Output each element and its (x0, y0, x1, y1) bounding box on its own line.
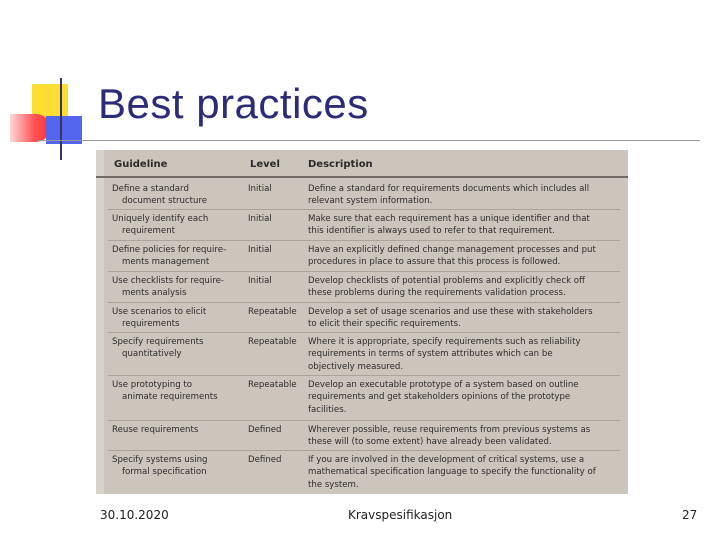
guideline-cell (112, 275, 224, 300)
description-cell (308, 244, 596, 269)
guideline-text: document structure (122, 196, 208, 207)
guideline-cell (112, 183, 207, 208)
guideline-text: Specify systems using (112, 455, 208, 465)
guideline-text: Use prototyping to (112, 380, 193, 390)
level-cell: Repeatable (248, 337, 297, 347)
table-header (96, 150, 628, 178)
description-text: requirements in terms of system attributes which can be (308, 349, 553, 360)
title-underline (38, 140, 700, 141)
description-cell (308, 183, 589, 208)
description-text: requirements and get stakeholders opinions of the prototype (308, 392, 571, 403)
description-cell (308, 454, 596, 491)
description-text: If you are involved in the development of critical systems, use a (308, 455, 585, 465)
row-divider (108, 302, 620, 303)
row-divider (108, 332, 620, 333)
guideline-text: Define policies for require- (112, 245, 227, 255)
description-text: Where it is appropriate, specify requirements such as reliability (308, 337, 581, 347)
guideline-cell (112, 336, 204, 361)
guideline-text: Specify requirements (112, 337, 204, 347)
row-divider (108, 420, 620, 421)
guideline-text: requirement (122, 226, 176, 237)
level-cell: Repeatable (248, 307, 297, 317)
description-text: objectively measured. (308, 361, 404, 372)
description-text: these problems during the requirements validation process. (308, 288, 566, 299)
description-text: the system. (308, 479, 359, 490)
header-guideline: Guideline (114, 159, 168, 170)
guideline-text: Use scenarios to elicit (112, 307, 207, 317)
guideline-text: Define a standard (112, 184, 189, 194)
logo-red-bar (10, 114, 50, 142)
description-text: facilities. (308, 404, 347, 415)
row-divider (108, 240, 620, 241)
description-cell (308, 424, 590, 449)
guideline-text: formal specification (122, 467, 207, 478)
description-cell (308, 379, 579, 416)
guideline-text: Uniquely identify each (112, 214, 209, 224)
guideline-cell (112, 424, 198, 436)
description-cell (308, 336, 581, 373)
description-text: these will (to some extent) have already been validated. (308, 437, 552, 448)
description-cell (308, 275, 585, 300)
level-cell: Defined (248, 455, 282, 465)
description-text: procedures in place to assure that this process is followed. (308, 257, 561, 268)
description-text: this identifier is always used to refer to that requirement. (308, 226, 555, 237)
guideline-text: ments management (122, 257, 210, 268)
description-text: mathematical specification language to specify the functionality of (308, 467, 596, 478)
description-text: relevant system information. (308, 196, 433, 207)
level-cell: Defined (248, 425, 282, 435)
level-cell: Initial (248, 184, 272, 194)
guideline-text: animate requirements (122, 392, 218, 403)
guideline-text: ments analysis (122, 288, 187, 299)
row-divider (108, 375, 620, 376)
page-number: 27 (682, 508, 698, 522)
guideline-cell (112, 244, 226, 269)
description-text: Develop an executable prototype of a system based on outline (308, 380, 579, 390)
guideline-cell (112, 306, 206, 331)
footer-title: Kravspesifikasjon (348, 508, 453, 522)
description-text: to elicit their specific requirements. (308, 319, 461, 330)
guideline-cell (112, 213, 208, 238)
row-divider (108, 271, 620, 272)
guideline-text: requirements (122, 319, 180, 330)
level-cell: Initial (248, 245, 272, 255)
footer-date: 30.10.2020 (100, 508, 169, 522)
row-divider (108, 209, 620, 210)
guideline-cell (112, 454, 208, 479)
guidelines-table (96, 150, 628, 494)
row-divider (108, 450, 620, 451)
slide-title: Best practices (98, 80, 369, 127)
description-text: Develop a set of usage scenarios and use these with stakeholders (308, 307, 593, 317)
guideline-text: Use checklists for require- (112, 276, 224, 286)
level-cell: Initial (248, 214, 272, 224)
description-cell (308, 306, 593, 331)
description-text: Wherever possible, reuse requirements from previous systems as (308, 425, 591, 435)
description-text: Define a standard for requirements documents which includes all (308, 184, 590, 194)
guideline-text: quantitatively (122, 349, 182, 360)
header-level: Level (250, 159, 280, 170)
description-text: Have an explicitly defined change management processes and put (308, 245, 596, 255)
level-cell: Initial (248, 276, 272, 286)
description-text: Develop checklists of potential problems and explicitly check off (308, 276, 585, 286)
logo-vertical-line (60, 78, 62, 160)
level-cell: Repeatable (248, 380, 297, 390)
guideline-cell (112, 379, 218, 404)
description-cell (308, 213, 590, 238)
header-description: Description (308, 159, 373, 170)
description-text: Make sure that each requirement has a unique identifier and that (308, 214, 590, 224)
guideline-text: Reuse requirements (112, 425, 199, 435)
